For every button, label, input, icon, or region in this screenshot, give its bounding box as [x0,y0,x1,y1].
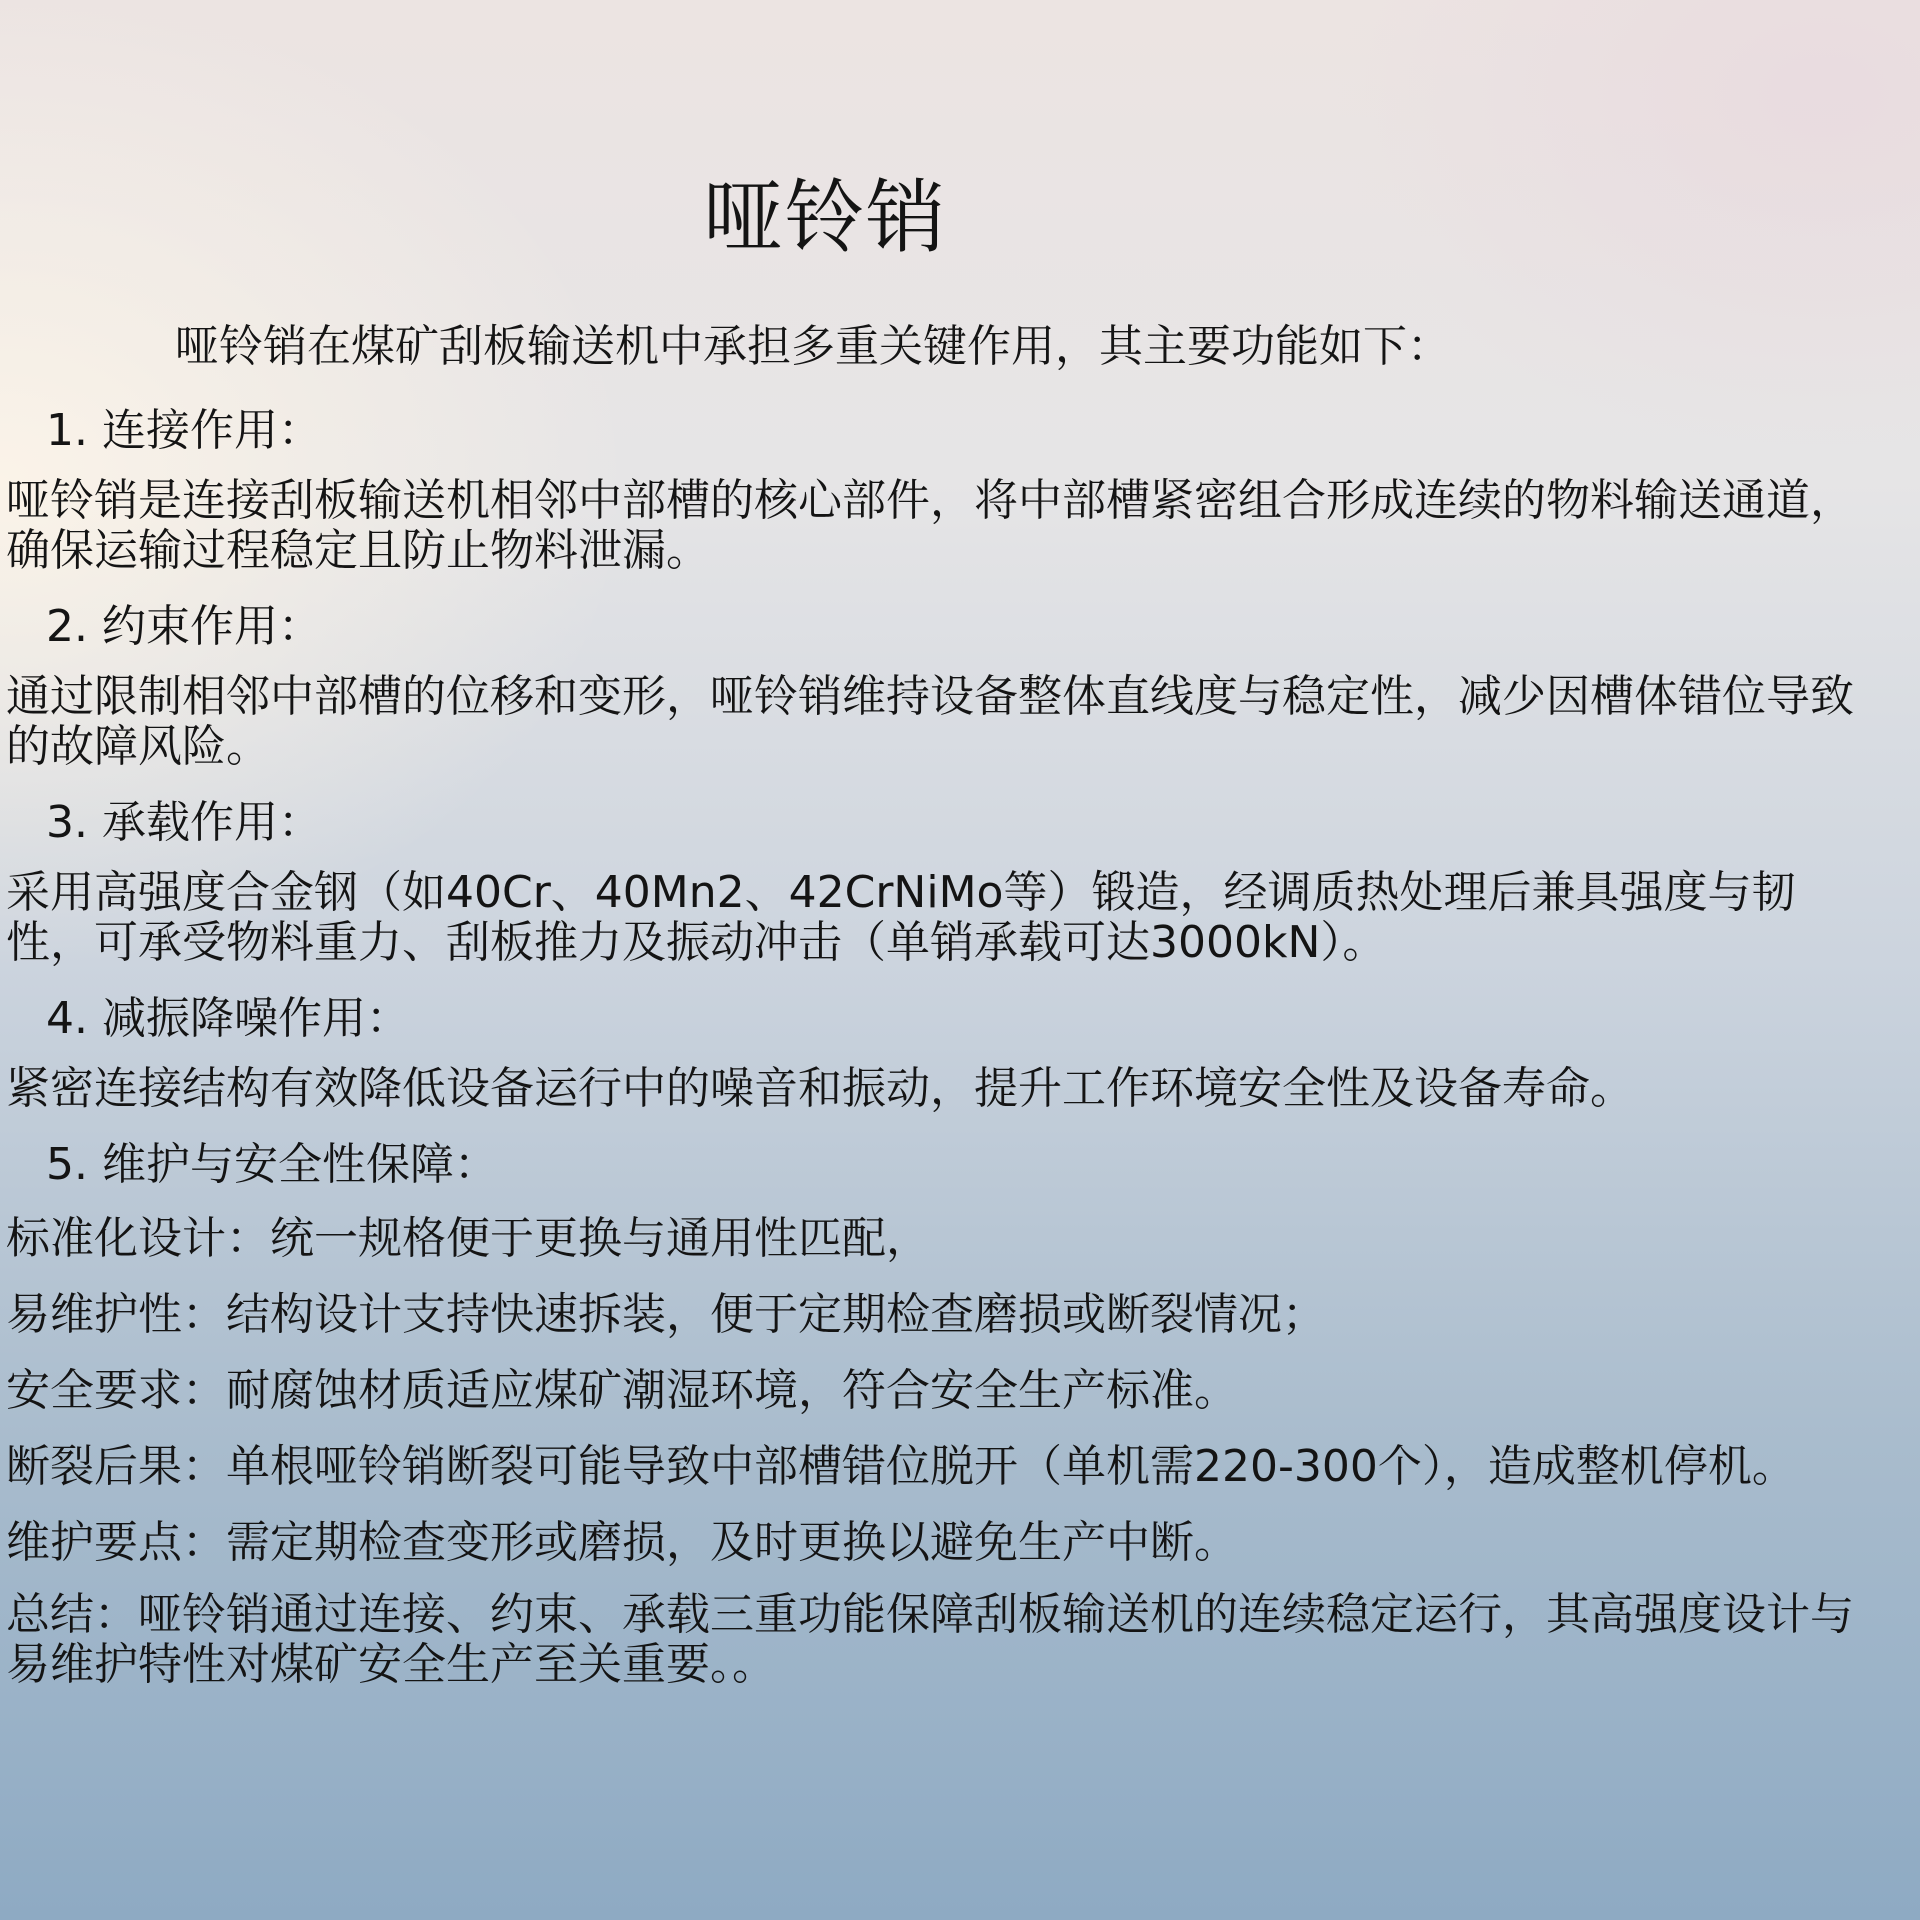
page-title: 哑铃销 [703,171,947,264]
section-body-load-bearing: 采用高强度合金钢（如40Cr、40Mn2、42CrNiMo等）锻造，经调质热处理后兼具强度与韧性，可承受物料重力、刮板推力及振动冲击（单销承载可达3000kN）。 [6,867,1796,968]
summary-paragraph: 总结：哑铃销通过连接、约束、承载三重功能保障刮板输送机的连续稳定运行，其高强度设计与易维护特性对煤矿安全生产至关重要。。 [6,1589,1854,1690]
maintenance-item-key-points: 维护要点：需定期检查变形或磨损，及时更换以避免生产中断。 [6,1517,1238,1568]
section-body-connection: 哑铃销是连接刮板输送机相邻中部槽的核心部件，将中部槽紧密组合形成连续的物料输送通道，确保运输过程稳定且防止物料泄漏。 [6,475,1854,576]
maintenance-item-standardization: 标准化设计：统一规格便于更换与通用性匹配， [6,1213,930,1264]
maintenance-item-serviceability: 易维护性：结构设计支持快速拆装，便于定期检查磨损或断裂情况； [6,1289,1326,1340]
section-body-damping: 紧密连接结构有效降低设备运行中的噪音和振动，提升工作环境安全性及设备寿命。 [6,1063,1634,1114]
section-heading-maintenance: 5. 维护与安全性保障： [46,1139,498,1190]
section-heading-damping: 4. 减振降噪作用： [46,993,410,1044]
section-heading-constraint: 2. 约束作用： [46,601,322,652]
section-heading-load-bearing: 3. 承载作用： [46,797,322,848]
maintenance-item-failure: 断裂后果：单根哑铃销断裂可能导致中部槽错位脱开（单机需220-300个），造成整机停机。 [6,1441,1796,1492]
section-body-constraint: 通过限制相邻中部槽的位移和变形，哑铃销维持设备整体直线度与稳定性，减少因槽体错位导致的故障风险。 [6,671,1854,772]
maintenance-item-safety: 安全要求：耐腐蚀材质适应煤矿潮湿环境，符合安全生产标准。 [6,1365,1238,1416]
intro-paragraph: 哑铃销在煤矿刮板输送机中承担多重关键作用，其主要功能如下： [175,321,1451,372]
document-body [6,402,1856,1690]
section-heading-connection: 1. 连接作用： [46,405,322,456]
